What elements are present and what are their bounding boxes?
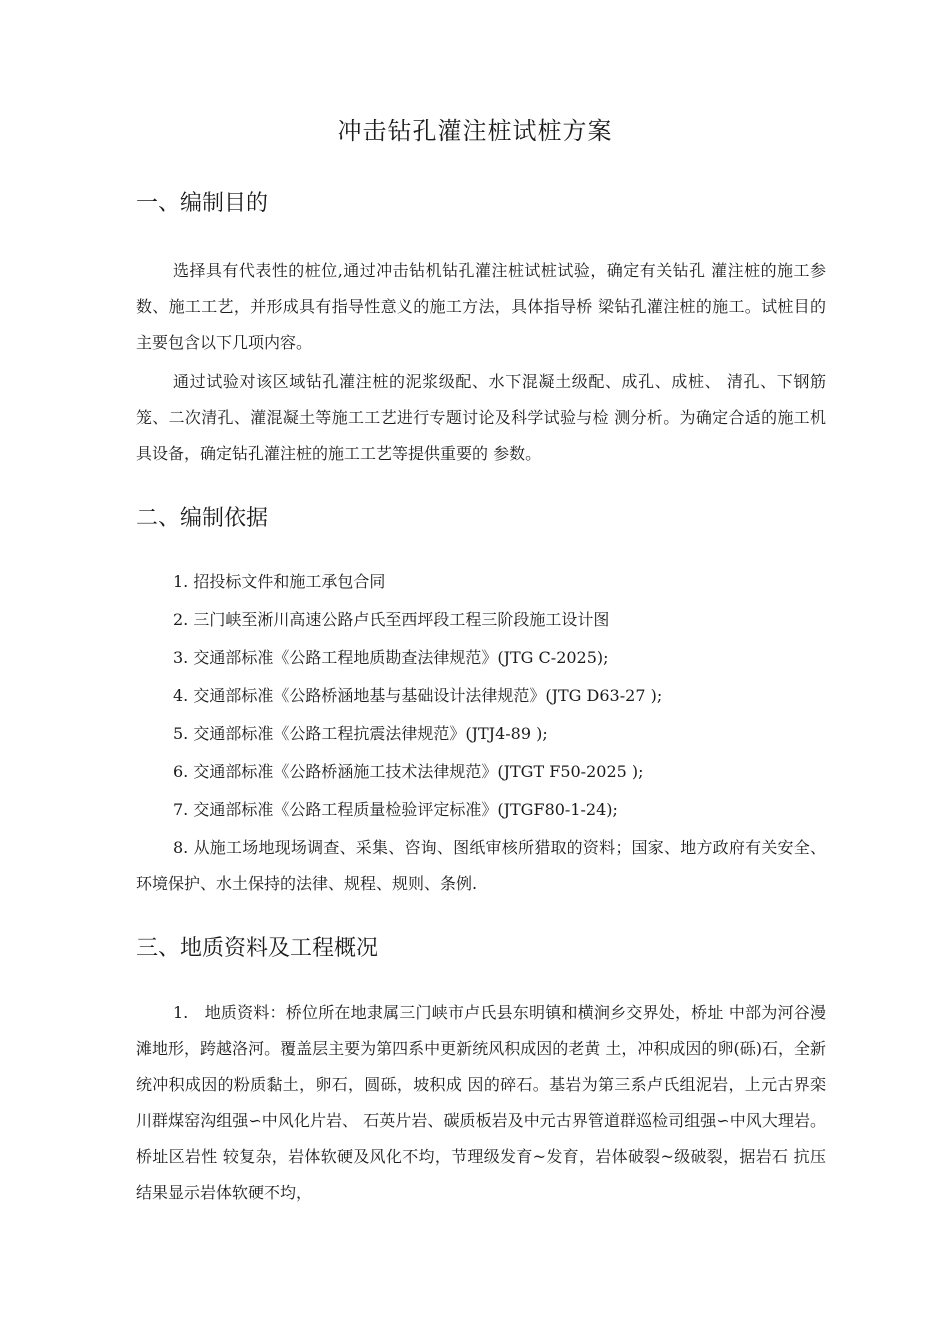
paragraph: 选择具有代表性的桩位,通过冲击钻机钻孔灌注桩试桩试验，确定有关钻孔 灌注桩的施工参数、施工工艺，并形成具有指导性意义的施工方法，具体指导桥 梁钻孔灌注桩的施工。试桩目的主要包含以下几项内容。 (136, 261, 826, 352)
section-heading-geology: 三、地质资料及工程概况 (136, 936, 379, 961)
section-heading-purpose: 一、编制目的 (136, 191, 269, 216)
list-item: 5. 交通部标准《公路工程抗震法律规范》(JTJ4-89 ); (173, 724, 548, 743)
section-heading-basis: 二、编制依据 (136, 506, 269, 531)
list-item: 6. 交通部标准《公路桥涵施工技术法律规范》(JTGT F50-2025 ); (173, 762, 644, 781)
paragraph: 1. 地质资料：桥位所在地隶属三门峡市卢氏县东明镇和横涧乡交界处，桥址 中部为河谷漫滩地形，跨越洛河。覆盖层主要为第四系中更新统风积成因的老黄 土，冲积成因的卵(砾)石，全新统冲积成因的粉质黏土，卵石，圆砾，坡积成 因的碎石。基岩为第三系卢氏组泥岩，上元古界栾川群煤窑沟组强∽中风化片岩、 石英片岩、碳质板岩及中元古界管道群巡检司组强∽中风大理岩。桥址区岩性 较复杂，岩体软硬及风化不均，节理级发育~发育，岩体破裂~级破裂，据岩石 抗压结果显示岩体软硬不均， (136, 1003, 826, 1202)
list-item: 8. 从施工场地现场调查、采集、咨询、图纸审核所猎取的资料；国家、地方政府有关安全、环境保护、水土保持的法律、规程、规则、条例. (136, 838, 826, 893)
list-item: 1. 招投标文件和施工承包合同 (173, 572, 386, 591)
list-item: 2. 三门峡至淅川高速公路卢氏至西坪段工程三阶段施工设计图 (173, 610, 610, 629)
list-item: 7. 交通部标准《公路工程质量检验评定标准》(JTGF80-1-24); (173, 800, 618, 819)
document-title: 冲击钻孔灌注桩试桩方案 (337, 117, 613, 145)
list-item: 3. 交通部标准《公路工程地质勘查法律规范》(JTG C-2025); (173, 648, 609, 667)
paragraph: 通过试验对该区域钻孔灌注桩的泥浆级配、水下混凝土级配、成孔、成桩、 清孔、下钢筋笼、二次清孔、灌混凝土等施工工艺进行专题讨论及科学试验与检 测分析。为确定合适的施工机具设备，确定钻孔灌注桩的施工工艺等提供重要的 参数。 (136, 372, 826, 463)
list-item: 4. 交通部标准《公路桥涵地基与基础设计法律规范》(JTG D63-27 ); (173, 686, 663, 705)
